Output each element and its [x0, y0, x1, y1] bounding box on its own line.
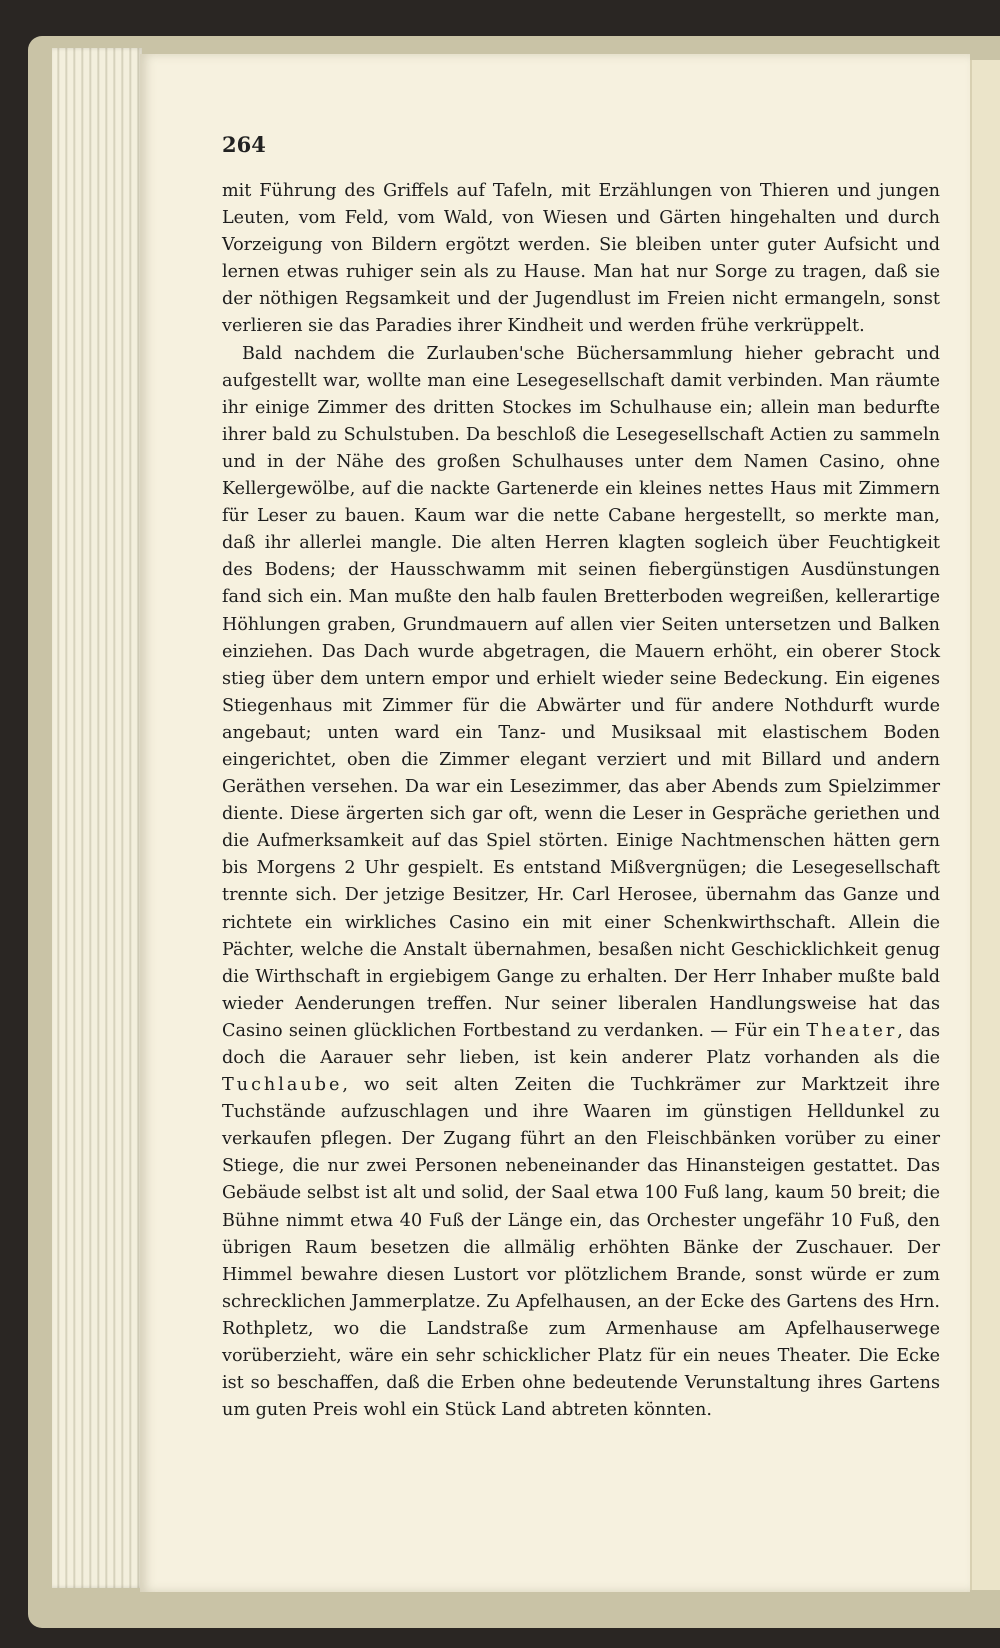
paragraph-2-end: , wo seit alten Zeiten die Tuchkrämer zur Marktzeit ihre Tuchstände aufzuschlagen und ihre Waaren im günstigen Helldunkel zu verkaufen pflegen. Der Zugang führt an den Fleischbänken vorüber zu einer Stiege, die nur zwei Personen nebeneinander das Hinansteigen gestattet. Das Gebäude selbst ist alt und solid, der Saal etwa 100 Fuß lang, kaum 50 breit; die Bühne nimmt etwa 40 Fuß der Länge ein, das Orchester ungefähr 10 Fuß, den übrigen Raum besetzen die allmälig erhöhten Bänke der Zuschauer. Der Himmel bewahre diesen Lustort vor plötzlichem Brande, sonst würde er zum schrecklichen Jammerplatze. Zu Apfelhausen, an der Ecke des Gartens des Hrn. Rothpletz, wo die Landstraße zum Armenhause am Apfelhauserwege vorüberzieht, wäre ein sehr schicklicher Platz für ein neues Theater. Die Ecke ist so beschaffen, daß die Erben ohne bedeutende Verunstaltung ihres Gartens um guten Preis wohl ein Stück Land abtreten könnten. — [222, 1075, 940, 1421]
paragraph-2-start: Bald nachdem die Zurlauben'sche Büchersammlung hieher gebracht und aufgestellt war, wollte man eine Lesegesellschaft damit verbinden. Man räumte ihr einige Zimmer des dritten Stockes im Schulhause ein; allein man bedurfte ihrer bald zu Schulstuben. Da beschloß die Lesegesellschaft Actien zu sammeln und in der Nähe des großen Schulhauses unter dem Namen Casino, ohne Kellergewölbe, auf die nackte Gartenerde ein kleines nettes Haus mit Zimmern für Leser zu bauen. Kaum war die nette Cabane hergestellt, so merkte man, daß ihr allerlei mangle. Die alten Herren klagten sogleich über Feuchtigkeit des Bodens; der Hausschwamm mit seinen fiebergünstigen Ausdünstungen fand sich ein. Man mußte den halb faulen Bretterboden wegreißen, kellerartige Höhlungen graben, Grundmauern auf allen vier Seiten untersetzen und Balken einziehen. Das Dach wurde abgetragen, die Mauern erhöht, ein oberer Stock stieg über dem untern empor und erhielt wieder seine Bedeckung. Ein eigenes Stiegenhaus mit Zimmer für die Abwärter und für andere Nothdurft wurde angebaut; unten ward ein Tanz- und Musiksaal mit elastischem Boden eingerichtet, oben die Zimmer elegant verziert und mit Billard und andern Geräthen versehen. Da war ein Lesezimmer, das aber Abends zum Spielzimmer diente. Diese ärgerten sich gar oft, wenn die Leser in Gespräche geriethen und die Aufmerksamkeit auf das Spiel störten. Einige Nachtmenschen hätten gern bis Morgens 2 Uhr gespielt. Es entstand Mißvergnügen; die Lesegesellschaft trennte sich. Der jetzige Besitzer, Hr. Carl Herosee, übernahm das Ganze und richtete ein wirkliches Casino ein mit einer Schenkwirthschaft. Allein die Pächter, welche die Anstalt übernahmen, besaßen nicht Geschicklichkeit genug die Wirthschaft in ergiebigem Gange zu erhalten. Der Herr Inhaber mußte bald wieder Aenderungen treffen. Nur seiner liberalen Handlungsweise hat das Casino seinen glücklichen Fortbestand zu verdanken. — Für ein — [222, 343, 940, 1041]
tuchlaube-word: Tuchlaube — [222, 1075, 343, 1096]
paragraph-2-middle: , das doch die Aarauer sehr lieben, ist kein anderer Platz vorhanden als die — [222, 1020, 941, 1068]
page-number: 264 — [222, 132, 266, 157]
paragraph-1: mit Führung des Griffels auf Tafeln, mit Erzählungen von Thieren und jungen Leuten, vom Feld, vom Wald, von Wiesen und Gärten hingehalten und durch Vorzeigung von Bildern ergötzt werden. Sie bleiben unter guter Aufsicht und lernen etwas ruhiger sein als zu Hause. Man hat nur Sorge zu tragen, daß sie der nöthigen Regsamkeit und der Jugendlust im Freien nicht ermangeln, sonst verlieren sie das Paradies ihrer Kindheit und werden frühe verkrüppelt. — [222, 181, 940, 337]
theater-word: Theater — [806, 1020, 898, 1041]
page-edges — [52, 48, 142, 1588]
paragraph-2 — [222, 341, 940, 1425]
body-text — [222, 178, 940, 1424]
book-page — [140, 54, 970, 1592]
facing-page-edge — [970, 60, 1000, 1590]
